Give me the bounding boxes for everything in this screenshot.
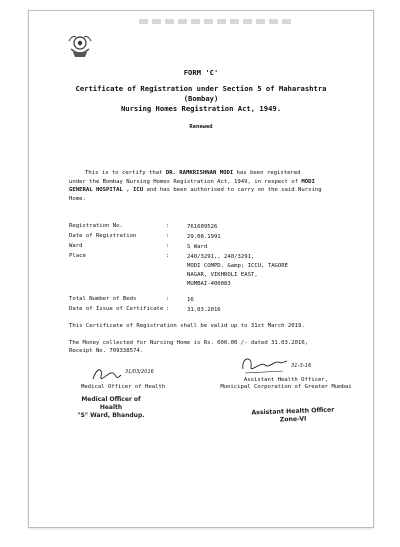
- validity-statement: This Certificate of Registration shall be valid up to 31st March 2019.: [69, 323, 305, 329]
- heading-line: Nursing Homes Registration Act, 1949.: [120, 104, 282, 113]
- certificate-page: FORM 'C' Certificate of Registration under Section 5 of Maharashtra (Bombay) Nursing Homes Registration Act, 1949. Renewed This is to certify that DR. RAMKRISHNAN MODI has been registered under the Bombay Nursing Homes Registration Act, 1949, in respect of MODI GENERAL HOSPITAL , ICU and has been authorised to carry on the said Nursing Home. Registration No. : 761609526 Date of Registration : 29.08.1991 Ward : S Ward Place : 240/3291,, 240/3291, MODI COMPD. &amp; ICCU, TAGORE NAGAR, VIKHROLI EAST, MUMBAI-400083 Total Number of Beds : 16 Date of Issue of Certificate : 31.03.2016 This Certificate of Registration shall be valid up to 31st March 2019. The Money collected for Nursing Home is Rs. 600.00 /- dated 31.03.2016, Receipt No. 709338574. 31/03/2016 Medical Officer of Health 31-3-16 Assistant Health Officer, Municipal Corporation of Greater Mumbai Medical Officer of Health "S" Ward, Bhandup. Assistant Health Officer Zone-VI: [28, 10, 374, 528]
- signature-date: 31/03/2016: [125, 369, 154, 375]
- assistant-officer-signature-icon: [235, 351, 325, 377]
- heading-line: (Bombay): [183, 94, 219, 103]
- municipal-emblem-icon: [67, 33, 93, 59]
- detail-label: Place: [69, 253, 86, 259]
- detail-value: S Ward: [187, 244, 208, 250]
- detail-label: Ward: [69, 243, 83, 249]
- renewal-status: Renewed: [189, 124, 213, 130]
- medical-officer-signature-icon: [87, 363, 157, 385]
- hospital-name: GENERAL HOSPITAL , ICU: [69, 187, 144, 194]
- body-text: and has been authorised to carry on the said Nursing: [143, 187, 322, 194]
- certificate-body: [69, 169, 371, 203]
- medical-officer-title: Medical Officer of Health: [81, 384, 166, 390]
- body-text: Home.: [69, 195, 86, 202]
- heading-line: Certificate of Registration under Section 5 of Maharashtra: [75, 84, 327, 93]
- detail-label: Total Number of Beds: [69, 296, 137, 302]
- hospital-name: MODI: [301, 178, 315, 185]
- assistant-officer-stamp: [243, 406, 343, 425]
- stamp-line: Medical Officer of Health: [81, 396, 141, 411]
- body-text: This is to certify that: [85, 170, 166, 176]
- signature-date: 31-3-16: [291, 363, 312, 369]
- doctor-name: DR. RAMKRISHNAN MODI: [165, 170, 234, 176]
- address-line: MUMBAI-400083: [187, 281, 231, 287]
- detail-label: Date of Issue of Certificate: [69, 306, 164, 312]
- fee-line: Receipt No. 709338574.: [69, 348, 144, 354]
- detail-label: Registration No.: [69, 223, 123, 229]
- detail-value: 16: [187, 297, 194, 303]
- title-line: Municipal Corporation of Greater Mumbai: [220, 384, 352, 390]
- detail-value: [187, 253, 288, 289]
- title-line: Assistant Health Officer,: [243, 377, 329, 383]
- detail-value: 761609526: [187, 224, 218, 230]
- scan-punch-marks: [139, 11, 309, 17]
- certificate-heading: [39, 84, 363, 114]
- stamp-line: Assistant Health Officer: [251, 406, 335, 417]
- assistant-health-officer-title: [211, 377, 361, 391]
- address-line: MODI COMPD. &amp; ICCU, TAGORE: [187, 263, 289, 269]
- stamp-line: Zone-VI: [279, 415, 307, 424]
- address-line: 240/3291,, 240/3291,: [187, 254, 255, 260]
- detail-value: 31.03.2016: [187, 307, 221, 313]
- detail-label: Date of Registration: [69, 233, 137, 239]
- body-text: has been registered: [233, 170, 301, 176]
- detail-value: 29.08.1991: [187, 234, 221, 240]
- stamp-line: "S" Ward, Bhandup.: [77, 412, 145, 419]
- form-title: FORM 'C': [183, 68, 219, 77]
- medical-officer-stamp: [71, 396, 151, 420]
- fee-line: The Money collected for Nursing Home is Rs. 600.00 /- dated 31.03.2016,: [69, 340, 309, 346]
- address-line: NAGAR, VIKHROLI EAST,: [187, 272, 258, 278]
- body-text: under the Bombay Nursing Homes Registration Act, 1949, in respect of: [69, 178, 302, 185]
